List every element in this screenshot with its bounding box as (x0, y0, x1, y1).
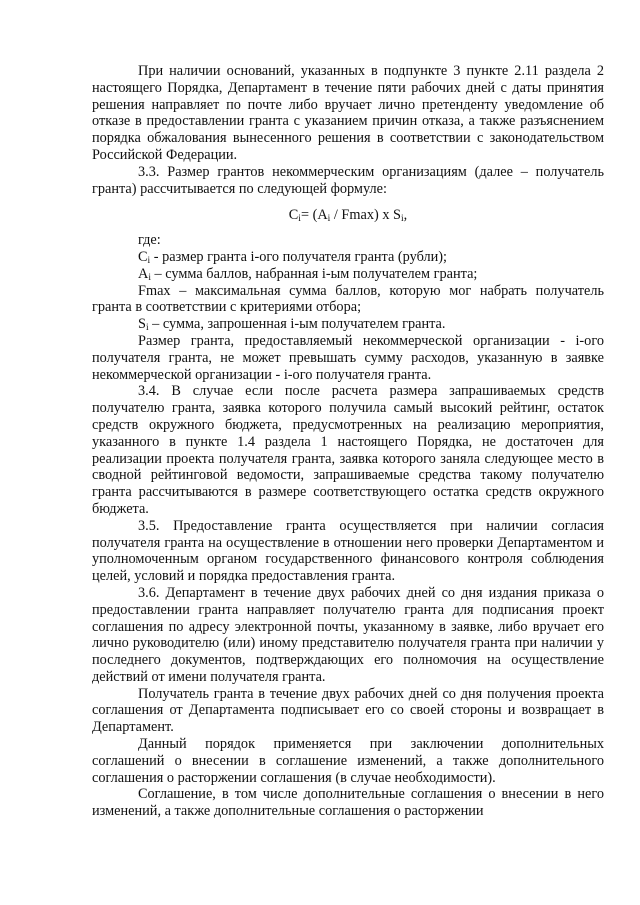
paragraph-recipient-signs: Получатель гранта в течение двух рабочих дней со дня получения проекта соглашения от Департамента подписывает его со своей стороны и возвращает в Департамент. (92, 685, 604, 736)
definition-c-index: i (147, 255, 151, 266)
definition-s-text: – сумма, запрошенная i-ым получателем гранта. (148, 316, 446, 333)
paragraph-3-6: 3.6. Департамент в течение двух рабочих дней со дня издания приказа о предоставлении гранта направляет получателю гранта для подписания проект соглашения по адресу электронной почты, указанному в заявке, либо вручает его лично руководителю (или) иному представителю получателя гранта при наличии у последнего документов, подтверждающих его полномочия на осуществление действий от имени получателя гранта. (92, 584, 604, 685)
formula-where: где: (138, 232, 161, 249)
paragraph-grant-limit: Размер гранта, предоставляемый некоммерческой организации - i-ого получателя гранта, не может превышать сумму расходов, указанную в заявке некоммерческой организации - i-ого получателя гранта. (92, 332, 604, 383)
grant-formula (92, 207, 604, 224)
definition-a (92, 266, 604, 283)
definition-s (92, 316, 604, 333)
definition-a-text: – сумма баллов, набранная i-ым получателем гранта; (150, 265, 478, 282)
paragraph-3-3: 3.3. Размер грантов некоммерческим организациям (далее – получатель гранта) рассчитывается по следующей формуле: (92, 163, 604, 197)
formula-c: C (288, 207, 299, 224)
formula-s-index: i (401, 214, 404, 225)
document-page (92, 63, 604, 820)
paragraph-agreement: Соглашение, в том числе дополнительные соглашения о внесении в него изменений, а также дополнительные соглашения о расторжении (92, 786, 604, 820)
formula-a-index: i (327, 214, 331, 225)
definition-s-symbol: S (138, 316, 146, 333)
formula-eq-open: = (A (300, 207, 328, 224)
definition-fmax: Fmax – максимальная сумма баллов, которую мог набрать получатель гранта в соответствии с критериями отбора; (92, 282, 604, 316)
paragraph-additional-agreements: Данный порядок применяется при заключении дополнительных соглашений о внесении в соглашение изменений, а также дополнительного соглашения о расторжении соглашения (в случае необходимости). (92, 736, 604, 786)
definition-c-symbol: C (138, 248, 148, 265)
formula-div: / Fmax) x S (330, 207, 402, 224)
paragraph-3-4: 3.4. В случае если после расчета размера запрашиваемых средств получателю гранта, заявка которого получила самый высокий рейтинг, остаток средств окружного бюджета, предусмотренных на реализацию мероприятия, указанного в пункте 1.4 раздела 1 настоящего Порядка, не достаточен для реализации проекта получателя гранта, заявка которого заняла следующее место в сводной рейтинговой ведомости, запрашиваемые средства такому получателю гранта рассчитываются в размере соответствующего остатка средств окружного бюджета. (92, 383, 604, 517)
definition-a-index: i (148, 272, 151, 283)
definition-a-symbol: A (138, 265, 149, 282)
formula-c-index: i (298, 214, 301, 225)
definition-s-index: i (145, 323, 149, 334)
definition-c (92, 249, 604, 266)
paragraph-refusal-notice: При наличии оснований, указанных в подпункте 3 пункте 2.11 раздела 2 настоящего Порядка, Департамент в течение пяти рабочих дней с даты принятия решения направляет по почте либо вручает лично претенденту уведомление об отказе в предоставлении гранта с указанием причин отказа, а также разъяснением порядка обжалования вынесенного решения в соответствии с законодательством Российской Федерации. (92, 63, 604, 163)
formula-end: , (403, 207, 408, 224)
definition-c-text: - размер гранта i-ого получателя гранта (рубли); (150, 248, 448, 265)
paragraph-3-5: 3.5. Предоставление гранта осуществляется при наличии согласия получателя гранта на осуществление в отношении него проверки Департаментом и уполномоченным органом государственного финансового контроля соблюдения целей, условий и порядка предоставления гранта. (92, 517, 604, 585)
